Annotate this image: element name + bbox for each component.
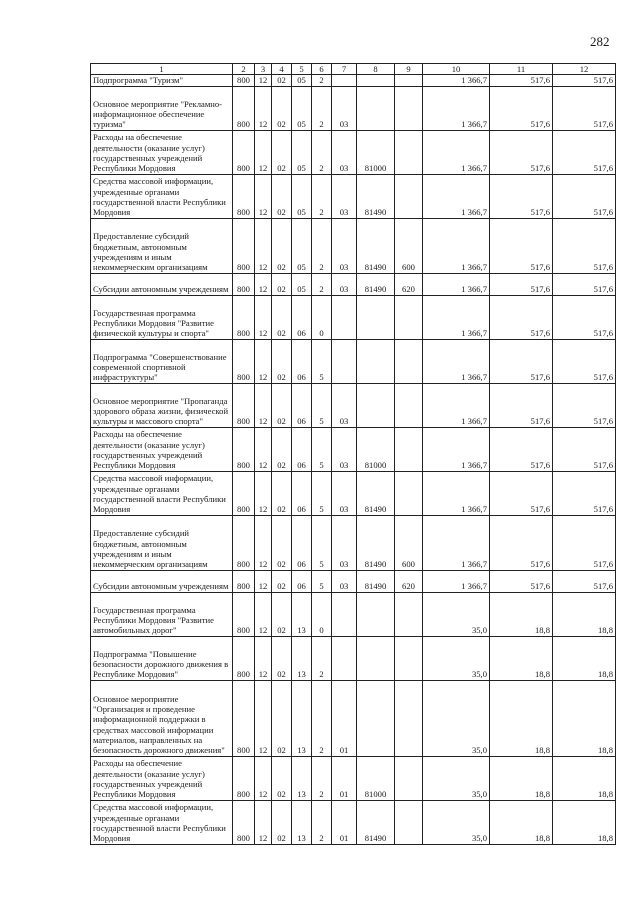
row-subprogram-cell: 5 (312, 515, 332, 570)
row-amount-2-cell: 18,8 (490, 756, 553, 800)
table-row (91, 130, 616, 174)
table-row (91, 174, 616, 218)
row-section-cell: 12 (255, 515, 272, 570)
row-amount-1-cell: 35,0 (423, 800, 490, 844)
row-direction-cell: 81490 (357, 273, 395, 295)
row-admin-code-cell: 800 (233, 383, 255, 427)
row-direction-cell (357, 383, 395, 427)
row-expense-type-cell: 600 (395, 515, 423, 570)
row-program-cell: 06 (292, 427, 312, 471)
row-amount-1-cell: 1 366,7 (423, 75, 490, 86)
table-header-row (91, 64, 616, 75)
row-name-cell: Государственная программа Республики Мордовия "Развитие физической культуры и спорта" (91, 295, 233, 339)
row-direction-cell (357, 680, 395, 756)
row-event-cell (332, 75, 357, 86)
row-name-cell: Средства массовой информации, учрежденные органами государственной власти Республики Мордовия (91, 471, 233, 515)
row-expense-type-cell (395, 295, 423, 339)
row-subprogram-cell: 2 (312, 800, 332, 844)
row-direction-cell: 81490 (357, 471, 395, 515)
row-amount-2-cell: 517,6 (490, 471, 553, 515)
row-subsection-cell: 02 (272, 680, 292, 756)
row-program-cell: 05 (292, 218, 312, 273)
row-section-cell: 12 (255, 295, 272, 339)
row-amount-1-cell: 1 366,7 (423, 471, 490, 515)
row-program-cell: 13 (292, 800, 312, 844)
row-subprogram-cell: 5 (312, 471, 332, 515)
row-subprogram-cell: 5 (312, 383, 332, 427)
row-amount-2-cell: 517,6 (490, 427, 553, 471)
column-header: 12 (553, 64, 616, 75)
row-event-cell: 03 (332, 570, 357, 592)
row-subprogram-cell: 5 (312, 427, 332, 471)
table-row (91, 339, 616, 383)
row-subsection-cell: 02 (272, 218, 292, 273)
table-row (91, 75, 616, 86)
row-amount-2-cell: 18,8 (490, 680, 553, 756)
row-amount-1-cell: 1 366,7 (423, 295, 490, 339)
row-amount-2-cell: 517,6 (490, 75, 553, 86)
row-name-cell: Основное мероприятие "Рекламно-информационное обеспечение туризма" (91, 86, 233, 130)
row-direction-cell: 81490 (357, 218, 395, 273)
row-name-cell: Основное мероприятие "Пропаганда здорового образа жизни, физической культуры и массового спорта" (91, 383, 233, 427)
table-body (91, 75, 616, 844)
row-amount-1-cell: 1 366,7 (423, 515, 490, 570)
row-name-cell: Основное мероприятие "Организация и проведение информационной поддержки в средствах массовой информации материалов, направленных на безопасность дорожного движения" (91, 680, 233, 756)
row-event-cell (332, 592, 357, 636)
row-amount-1-cell: 1 366,7 (423, 174, 490, 218)
table-row (91, 383, 616, 427)
row-subprogram-cell: 2 (312, 174, 332, 218)
row-section-cell: 12 (255, 130, 272, 174)
row-subprogram-cell: 0 (312, 592, 332, 636)
row-subprogram-cell: 2 (312, 273, 332, 295)
row-event-cell: 03 (332, 515, 357, 570)
row-subsection-cell: 02 (272, 471, 292, 515)
row-direction-cell (357, 86, 395, 130)
row-name-cell: Предоставление субсидий бюджетным, автономным учреждениям и иным некоммерческим организациям (91, 218, 233, 273)
row-admin-code-cell: 800 (233, 756, 255, 800)
row-expense-type-cell (395, 339, 423, 383)
row-admin-code-cell: 800 (233, 636, 255, 680)
row-amount-3-cell: 18,8 (553, 756, 616, 800)
row-amount-1-cell: 1 366,7 (423, 339, 490, 383)
row-admin-code-cell: 800 (233, 515, 255, 570)
row-name-cell: Подпрограмма "Туризм" (91, 75, 233, 86)
row-amount-2-cell: 517,6 (490, 383, 553, 427)
row-amount-2-cell: 517,6 (490, 515, 553, 570)
row-amount-3-cell: 517,6 (553, 427, 616, 471)
row-admin-code-cell: 800 (233, 427, 255, 471)
table-row (91, 86, 616, 130)
row-event-cell: 03 (332, 427, 357, 471)
row-name-cell: Подпрограмма "Совершенствование современной спортивной инфраструктуры" (91, 339, 233, 383)
row-subsection-cell: 02 (272, 427, 292, 471)
row-event-cell (332, 295, 357, 339)
row-subprogram-cell: 2 (312, 218, 332, 273)
row-section-cell: 12 (255, 592, 272, 636)
row-subprogram-cell: 0 (312, 295, 332, 339)
row-program-cell: 13 (292, 680, 312, 756)
table-row (91, 273, 616, 295)
row-amount-1-cell: 1 366,7 (423, 383, 490, 427)
row-section-cell: 12 (255, 427, 272, 471)
column-header: 4 (272, 64, 292, 75)
row-section-cell: 12 (255, 86, 272, 130)
row-section-cell: 12 (255, 383, 272, 427)
row-subprogram-cell: 2 (312, 636, 332, 680)
row-subprogram-cell: 2 (312, 86, 332, 130)
row-expense-type-cell: 620 (395, 570, 423, 592)
row-amount-3-cell: 18,8 (553, 592, 616, 636)
row-amount-1-cell: 1 366,7 (423, 273, 490, 295)
row-amount-3-cell: 517,6 (553, 383, 616, 427)
row-direction-cell: 81000 (357, 427, 395, 471)
budget-table (90, 63, 616, 845)
row-subsection-cell: 02 (272, 75, 292, 86)
row-event-cell: 03 (332, 218, 357, 273)
row-subsection-cell: 02 (272, 515, 292, 570)
row-expense-type-cell: 620 (395, 273, 423, 295)
column-header: 2 (233, 64, 255, 75)
row-admin-code-cell: 800 (233, 273, 255, 295)
row-program-cell: 06 (292, 295, 312, 339)
row-expense-type-cell (395, 75, 423, 86)
row-event-cell (332, 636, 357, 680)
column-header: 3 (255, 64, 272, 75)
row-expense-type-cell (395, 756, 423, 800)
row-expense-type-cell (395, 471, 423, 515)
row-admin-code-cell: 800 (233, 339, 255, 383)
row-section-cell: 12 (255, 339, 272, 383)
row-amount-2-cell: 18,8 (490, 636, 553, 680)
row-admin-code-cell: 800 (233, 130, 255, 174)
row-direction-cell: 81000 (357, 130, 395, 174)
row-subprogram-cell: 2 (312, 130, 332, 174)
row-amount-2-cell: 517,6 (490, 295, 553, 339)
row-subsection-cell: 02 (272, 174, 292, 218)
row-amount-2-cell: 517,6 (490, 570, 553, 592)
row-amount-1-cell: 35,0 (423, 636, 490, 680)
table-row (91, 636, 616, 680)
row-amount-3-cell: 18,8 (553, 636, 616, 680)
table-row (91, 756, 616, 800)
row-section-cell: 12 (255, 273, 272, 295)
row-amount-1-cell: 1 366,7 (423, 218, 490, 273)
row-name-cell: Государственная программа Республики Мордовия "Развитие автомобильных дорог" (91, 592, 233, 636)
column-header: 10 (423, 64, 490, 75)
row-admin-code-cell: 800 (233, 471, 255, 515)
row-subprogram-cell: 2 (312, 680, 332, 756)
row-amount-1-cell: 1 366,7 (423, 570, 490, 592)
row-subsection-cell: 02 (272, 570, 292, 592)
row-section-cell: 12 (255, 636, 272, 680)
row-program-cell: 05 (292, 130, 312, 174)
row-section-cell: 12 (255, 800, 272, 844)
row-amount-3-cell: 18,8 (553, 800, 616, 844)
table-row (91, 471, 616, 515)
row-amount-3-cell: 517,6 (553, 515, 616, 570)
row-subprogram-cell: 2 (312, 75, 332, 86)
row-event-cell: 03 (332, 273, 357, 295)
row-program-cell: 06 (292, 383, 312, 427)
row-program-cell: 13 (292, 636, 312, 680)
row-admin-code-cell: 800 (233, 680, 255, 756)
row-event-cell: 03 (332, 471, 357, 515)
row-amount-3-cell: 517,6 (553, 86, 616, 130)
row-name-cell: Расходы на обеспечение деятельности (оказание услуг) государственных учреждений Республики Мордовия (91, 130, 233, 174)
row-event-cell: 01 (332, 680, 357, 756)
row-subsection-cell: 02 (272, 636, 292, 680)
row-program-cell: 06 (292, 515, 312, 570)
page-number: 282 (590, 34, 610, 49)
row-name-cell: Подпрограмма "Повышение безопасности дорожного движения в Республике Мордовия" (91, 636, 233, 680)
row-direction-cell: 81000 (357, 756, 395, 800)
row-name-cell: Расходы на обеспечение деятельности (оказание услуг) государственных учреждений Республики Мордовия (91, 756, 233, 800)
row-direction-cell: 81490 (357, 515, 395, 570)
row-admin-code-cell: 800 (233, 800, 255, 844)
row-amount-2-cell: 517,6 (490, 86, 553, 130)
row-amount-2-cell: 517,6 (490, 339, 553, 383)
table-row (91, 515, 616, 570)
row-amount-1-cell: 1 366,7 (423, 427, 490, 471)
row-subsection-cell: 02 (272, 339, 292, 383)
row-admin-code-cell: 800 (233, 570, 255, 592)
row-subsection-cell: 02 (272, 273, 292, 295)
row-section-cell: 12 (255, 471, 272, 515)
row-expense-type-cell (395, 592, 423, 636)
row-expense-type-cell (395, 427, 423, 471)
row-event-cell: 01 (332, 800, 357, 844)
table-row (91, 218, 616, 273)
table-row (91, 592, 616, 636)
row-expense-type-cell (395, 636, 423, 680)
row-section-cell: 12 (255, 680, 272, 756)
row-amount-3-cell: 517,6 (553, 130, 616, 174)
row-amount-2-cell: 517,6 (490, 273, 553, 295)
row-program-cell: 06 (292, 471, 312, 515)
row-admin-code-cell: 800 (233, 75, 255, 86)
row-admin-code-cell: 800 (233, 295, 255, 339)
row-name-cell: Средства массовой информации, учрежденные органами государственной власти Республики Мордовия (91, 800, 233, 844)
row-section-cell: 12 (255, 174, 272, 218)
row-direction-cell (357, 339, 395, 383)
row-program-cell: 13 (292, 756, 312, 800)
row-expense-type-cell (395, 680, 423, 756)
row-program-cell: 06 (292, 339, 312, 383)
row-program-cell: 05 (292, 273, 312, 295)
row-amount-3-cell: 517,6 (553, 273, 616, 295)
row-subsection-cell: 02 (272, 800, 292, 844)
column-header: 11 (490, 64, 553, 75)
row-expense-type-cell (395, 130, 423, 174)
column-header: 5 (292, 64, 312, 75)
row-name-cell: Предоставление субсидий бюджетным, автономным учреждениям и иным некоммерческим организациям (91, 515, 233, 570)
row-event-cell (332, 339, 357, 383)
row-expense-type-cell (395, 383, 423, 427)
row-amount-2-cell: 18,8 (490, 800, 553, 844)
row-event-cell: 03 (332, 383, 357, 427)
row-amount-3-cell: 517,6 (553, 339, 616, 383)
row-program-cell: 06 (292, 570, 312, 592)
row-program-cell: 05 (292, 86, 312, 130)
row-name-cell: Субсидии автономным учреждениям (91, 273, 233, 295)
row-subsection-cell: 02 (272, 130, 292, 174)
row-amount-3-cell: 18,8 (553, 680, 616, 756)
row-amount-3-cell: 517,6 (553, 570, 616, 592)
row-program-cell: 13 (292, 592, 312, 636)
row-admin-code-cell: 800 (233, 592, 255, 636)
row-amount-1-cell: 1 366,7 (423, 130, 490, 174)
row-amount-2-cell: 18,8 (490, 592, 553, 636)
row-name-cell: Расходы на обеспечение деятельности (оказание услуг) государственных учреждений Республики Мордовия (91, 427, 233, 471)
row-direction-cell (357, 592, 395, 636)
row-program-cell: 05 (292, 75, 312, 86)
row-event-cell: 03 (332, 174, 357, 218)
row-direction-cell: 81490 (357, 570, 395, 592)
row-subsection-cell: 02 (272, 383, 292, 427)
row-amount-1-cell: 35,0 (423, 592, 490, 636)
row-expense-type-cell (395, 174, 423, 218)
column-header: 1 (91, 64, 233, 75)
row-section-cell: 12 (255, 218, 272, 273)
row-name-cell: Средства массовой информации, учрежденные органами государственной власти Республики Мордовия (91, 174, 233, 218)
row-amount-2-cell: 517,6 (490, 174, 553, 218)
row-subsection-cell: 02 (272, 756, 292, 800)
row-amount-1-cell: 1 366,7 (423, 86, 490, 130)
row-event-cell: 03 (332, 86, 357, 130)
row-amount-3-cell: 517,6 (553, 174, 616, 218)
row-event-cell: 01 (332, 756, 357, 800)
row-subprogram-cell: 2 (312, 756, 332, 800)
row-expense-type-cell (395, 86, 423, 130)
row-subsection-cell: 02 (272, 86, 292, 130)
table-row (91, 570, 616, 592)
row-amount-1-cell: 35,0 (423, 680, 490, 756)
row-section-cell: 12 (255, 756, 272, 800)
column-header: 9 (395, 64, 423, 75)
row-subprogram-cell: 5 (312, 339, 332, 383)
row-subsection-cell: 02 (272, 592, 292, 636)
row-expense-type-cell: 600 (395, 218, 423, 273)
row-amount-3-cell: 517,6 (553, 471, 616, 515)
row-admin-code-cell: 800 (233, 218, 255, 273)
row-name-cell: Субсидии автономным учреждениям (91, 570, 233, 592)
row-amount-3-cell: 517,6 (553, 75, 616, 86)
row-section-cell: 12 (255, 75, 272, 86)
row-event-cell: 03 (332, 130, 357, 174)
row-direction-cell: 81490 (357, 800, 395, 844)
row-section-cell: 12 (255, 570, 272, 592)
row-amount-2-cell: 517,6 (490, 218, 553, 273)
row-subsection-cell: 02 (272, 295, 292, 339)
table-row (91, 680, 616, 756)
table-row (91, 295, 616, 339)
row-admin-code-cell: 800 (233, 86, 255, 130)
row-direction-cell (357, 295, 395, 339)
table-row (91, 427, 616, 471)
row-expense-type-cell (395, 800, 423, 844)
column-header: 6 (312, 64, 332, 75)
row-amount-3-cell: 517,6 (553, 218, 616, 273)
column-header: 7 (332, 64, 357, 75)
row-direction-cell (357, 75, 395, 86)
column-header: 8 (357, 64, 395, 75)
table-row (91, 800, 616, 844)
row-program-cell: 05 (292, 174, 312, 218)
row-direction-cell (357, 636, 395, 680)
row-amount-2-cell: 517,6 (490, 130, 553, 174)
row-amount-3-cell: 517,6 (553, 295, 616, 339)
row-subprogram-cell: 5 (312, 570, 332, 592)
row-admin-code-cell: 800 (233, 174, 255, 218)
row-amount-1-cell: 35,0 (423, 756, 490, 800)
row-direction-cell: 81490 (357, 174, 395, 218)
